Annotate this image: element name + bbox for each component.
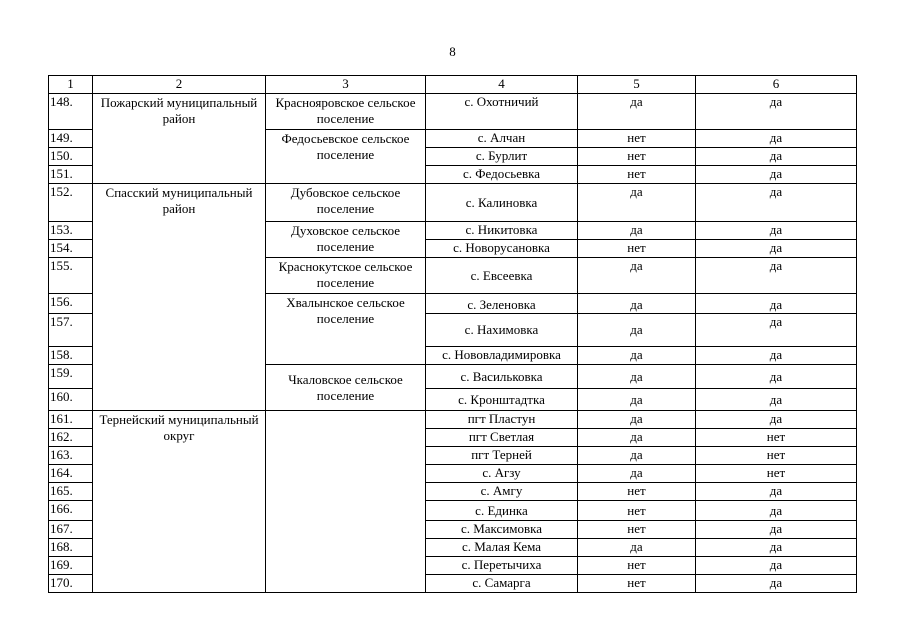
col6-cell: да — [696, 557, 857, 575]
col6-cell: да — [696, 411, 857, 429]
header-cell-4: 4 — [426, 76, 578, 94]
col6-cell: да — [696, 347, 857, 365]
col6-cell: да — [696, 240, 857, 258]
row-number: 165. — [49, 483, 93, 501]
col6-cell: нет — [696, 465, 857, 483]
row-number: 153. — [49, 222, 93, 240]
locality-cell: пгт Светлая — [426, 429, 578, 447]
district-cell: Спасский муниципальный район — [93, 184, 266, 411]
locality-cell: с. Нововладимировка — [426, 347, 578, 365]
col6-cell: да — [696, 483, 857, 501]
col5-cell: нет — [578, 557, 696, 575]
settlement-cell: Духовское сельское поселение — [266, 222, 426, 258]
col5-cell: нет — [578, 130, 696, 148]
col6-cell: да — [696, 314, 857, 347]
row-number: 156. — [49, 294, 93, 314]
header-cell-5: 5 — [578, 76, 696, 94]
locality-cell: с. Амгу — [426, 483, 578, 501]
col6-cell: да — [696, 130, 857, 148]
row-number: 152. — [49, 184, 93, 222]
row-number: 163. — [49, 447, 93, 465]
settlement-cell: Федосьевское сельское поселение — [266, 130, 426, 184]
col6-cell: да — [696, 539, 857, 557]
row-number: 162. — [49, 429, 93, 447]
col6-cell: да — [696, 294, 857, 314]
locality-cell: с. Никитовка — [426, 222, 578, 240]
table-row — [49, 94, 857, 130]
locality-cell: с. Зеленовка — [426, 294, 578, 314]
col6-cell: да — [696, 166, 857, 184]
settlement-cell: Дубовское сельское поселение — [266, 184, 426, 222]
col5-cell: да — [578, 429, 696, 447]
district-cell: Тернейский муниципальный округ — [93, 411, 266, 593]
row-number: 157. — [49, 314, 93, 347]
district-cell: Пожарский муниципальный район — [93, 94, 266, 184]
col5-cell: да — [578, 294, 696, 314]
locality-cell: с. Федосьевка — [426, 166, 578, 184]
header-cell-1: 1 — [49, 76, 93, 94]
locality-cell: с. Евсеевка — [426, 258, 578, 294]
locality-cell: с. Бурлит — [426, 148, 578, 166]
col5-cell: да — [578, 539, 696, 557]
locality-cell: с. Нахимовка — [426, 314, 578, 347]
col5-cell: да — [578, 365, 696, 389]
locality-cell: пгт Пластун — [426, 411, 578, 429]
col6-cell: нет — [696, 447, 857, 465]
col6-cell: да — [696, 365, 857, 389]
locality-cell: с. Самарга — [426, 575, 578, 593]
col5-cell: да — [578, 465, 696, 483]
row-number: 167. — [49, 521, 93, 539]
col5-cell: нет — [578, 575, 696, 593]
row-number: 149. — [49, 130, 93, 148]
col5-cell: нет — [578, 521, 696, 539]
settlement-cell: Краснояровское сельское поселение — [266, 94, 426, 130]
col5-cell: нет — [578, 148, 696, 166]
locality-cell: с. Агзу — [426, 465, 578, 483]
row-number: 155. — [49, 258, 93, 294]
col6-cell: да — [696, 148, 857, 166]
col5-cell: да — [578, 447, 696, 465]
locality-cell: с. Калиновка — [426, 184, 578, 222]
col5-cell: да — [578, 184, 696, 222]
row-number: 159. — [49, 365, 93, 389]
locality-cell: с. Единка — [426, 501, 578, 521]
locality-cell: с. Охотничий — [426, 94, 578, 130]
settlement-cell: Хвалынское сельское поселение — [266, 294, 426, 365]
settlement-cell: Чкаловское сельское поселение — [266, 365, 426, 411]
row-number: 170. — [49, 575, 93, 593]
locality-cell: с. Перетычиха — [426, 557, 578, 575]
locality-cell: с. Кронштадтка — [426, 389, 578, 411]
col5-cell: да — [578, 347, 696, 365]
col5-cell: нет — [578, 483, 696, 501]
col5-cell: нет — [578, 501, 696, 521]
row-number: 158. — [49, 347, 93, 365]
header-cell-6: 6 — [696, 76, 857, 94]
table-row — [49, 184, 857, 222]
locality-cell: с. Малая Кема — [426, 539, 578, 557]
col5-cell: да — [578, 258, 696, 294]
col6-cell: да — [696, 501, 857, 521]
col5-cell: да — [578, 389, 696, 411]
col5-cell: да — [578, 314, 696, 347]
row-number: 164. — [49, 465, 93, 483]
col6-cell: да — [696, 575, 857, 593]
row-number: 161. — [49, 411, 93, 429]
table-row — [49, 411, 857, 429]
col6-cell: да — [696, 389, 857, 411]
col6-cell: да — [696, 258, 857, 294]
settlement-cell: Краснокутское сельское поселение — [266, 258, 426, 294]
col6-cell: да — [696, 521, 857, 539]
row-number: 168. — [49, 539, 93, 557]
row-number: 160. — [49, 389, 93, 411]
header-row — [49, 76, 857, 94]
settlement-cell-empty — [266, 411, 426, 593]
locality-cell: с. Васильковка — [426, 365, 578, 389]
settlements-table — [48, 75, 857, 593]
row-number: 151. — [49, 166, 93, 184]
row-number: 148. — [49, 94, 93, 130]
page-number: 8 — [449, 44, 456, 59]
col6-cell: да — [696, 184, 857, 222]
row-number: 166. — [49, 501, 93, 521]
row-number: 169. — [49, 557, 93, 575]
locality-cell: с. Новорусановка — [426, 240, 578, 258]
col5-cell: да — [578, 411, 696, 429]
col5-cell: да — [578, 94, 696, 130]
col5-cell: нет — [578, 240, 696, 258]
col6-cell: да — [696, 94, 857, 130]
row-number: 150. — [49, 148, 93, 166]
header-cell-2: 2 — [93, 76, 266, 94]
locality-cell: пгт Терней — [426, 447, 578, 465]
locality-cell: с. Алчан — [426, 130, 578, 148]
col5-cell: да — [578, 222, 696, 240]
locality-cell: с. Максимовка — [426, 521, 578, 539]
row-number: 154. — [49, 240, 93, 258]
col5-cell: нет — [578, 166, 696, 184]
col6-cell: да — [696, 222, 857, 240]
header-cell-3: 3 — [266, 76, 426, 94]
col6-cell: нет — [696, 429, 857, 447]
